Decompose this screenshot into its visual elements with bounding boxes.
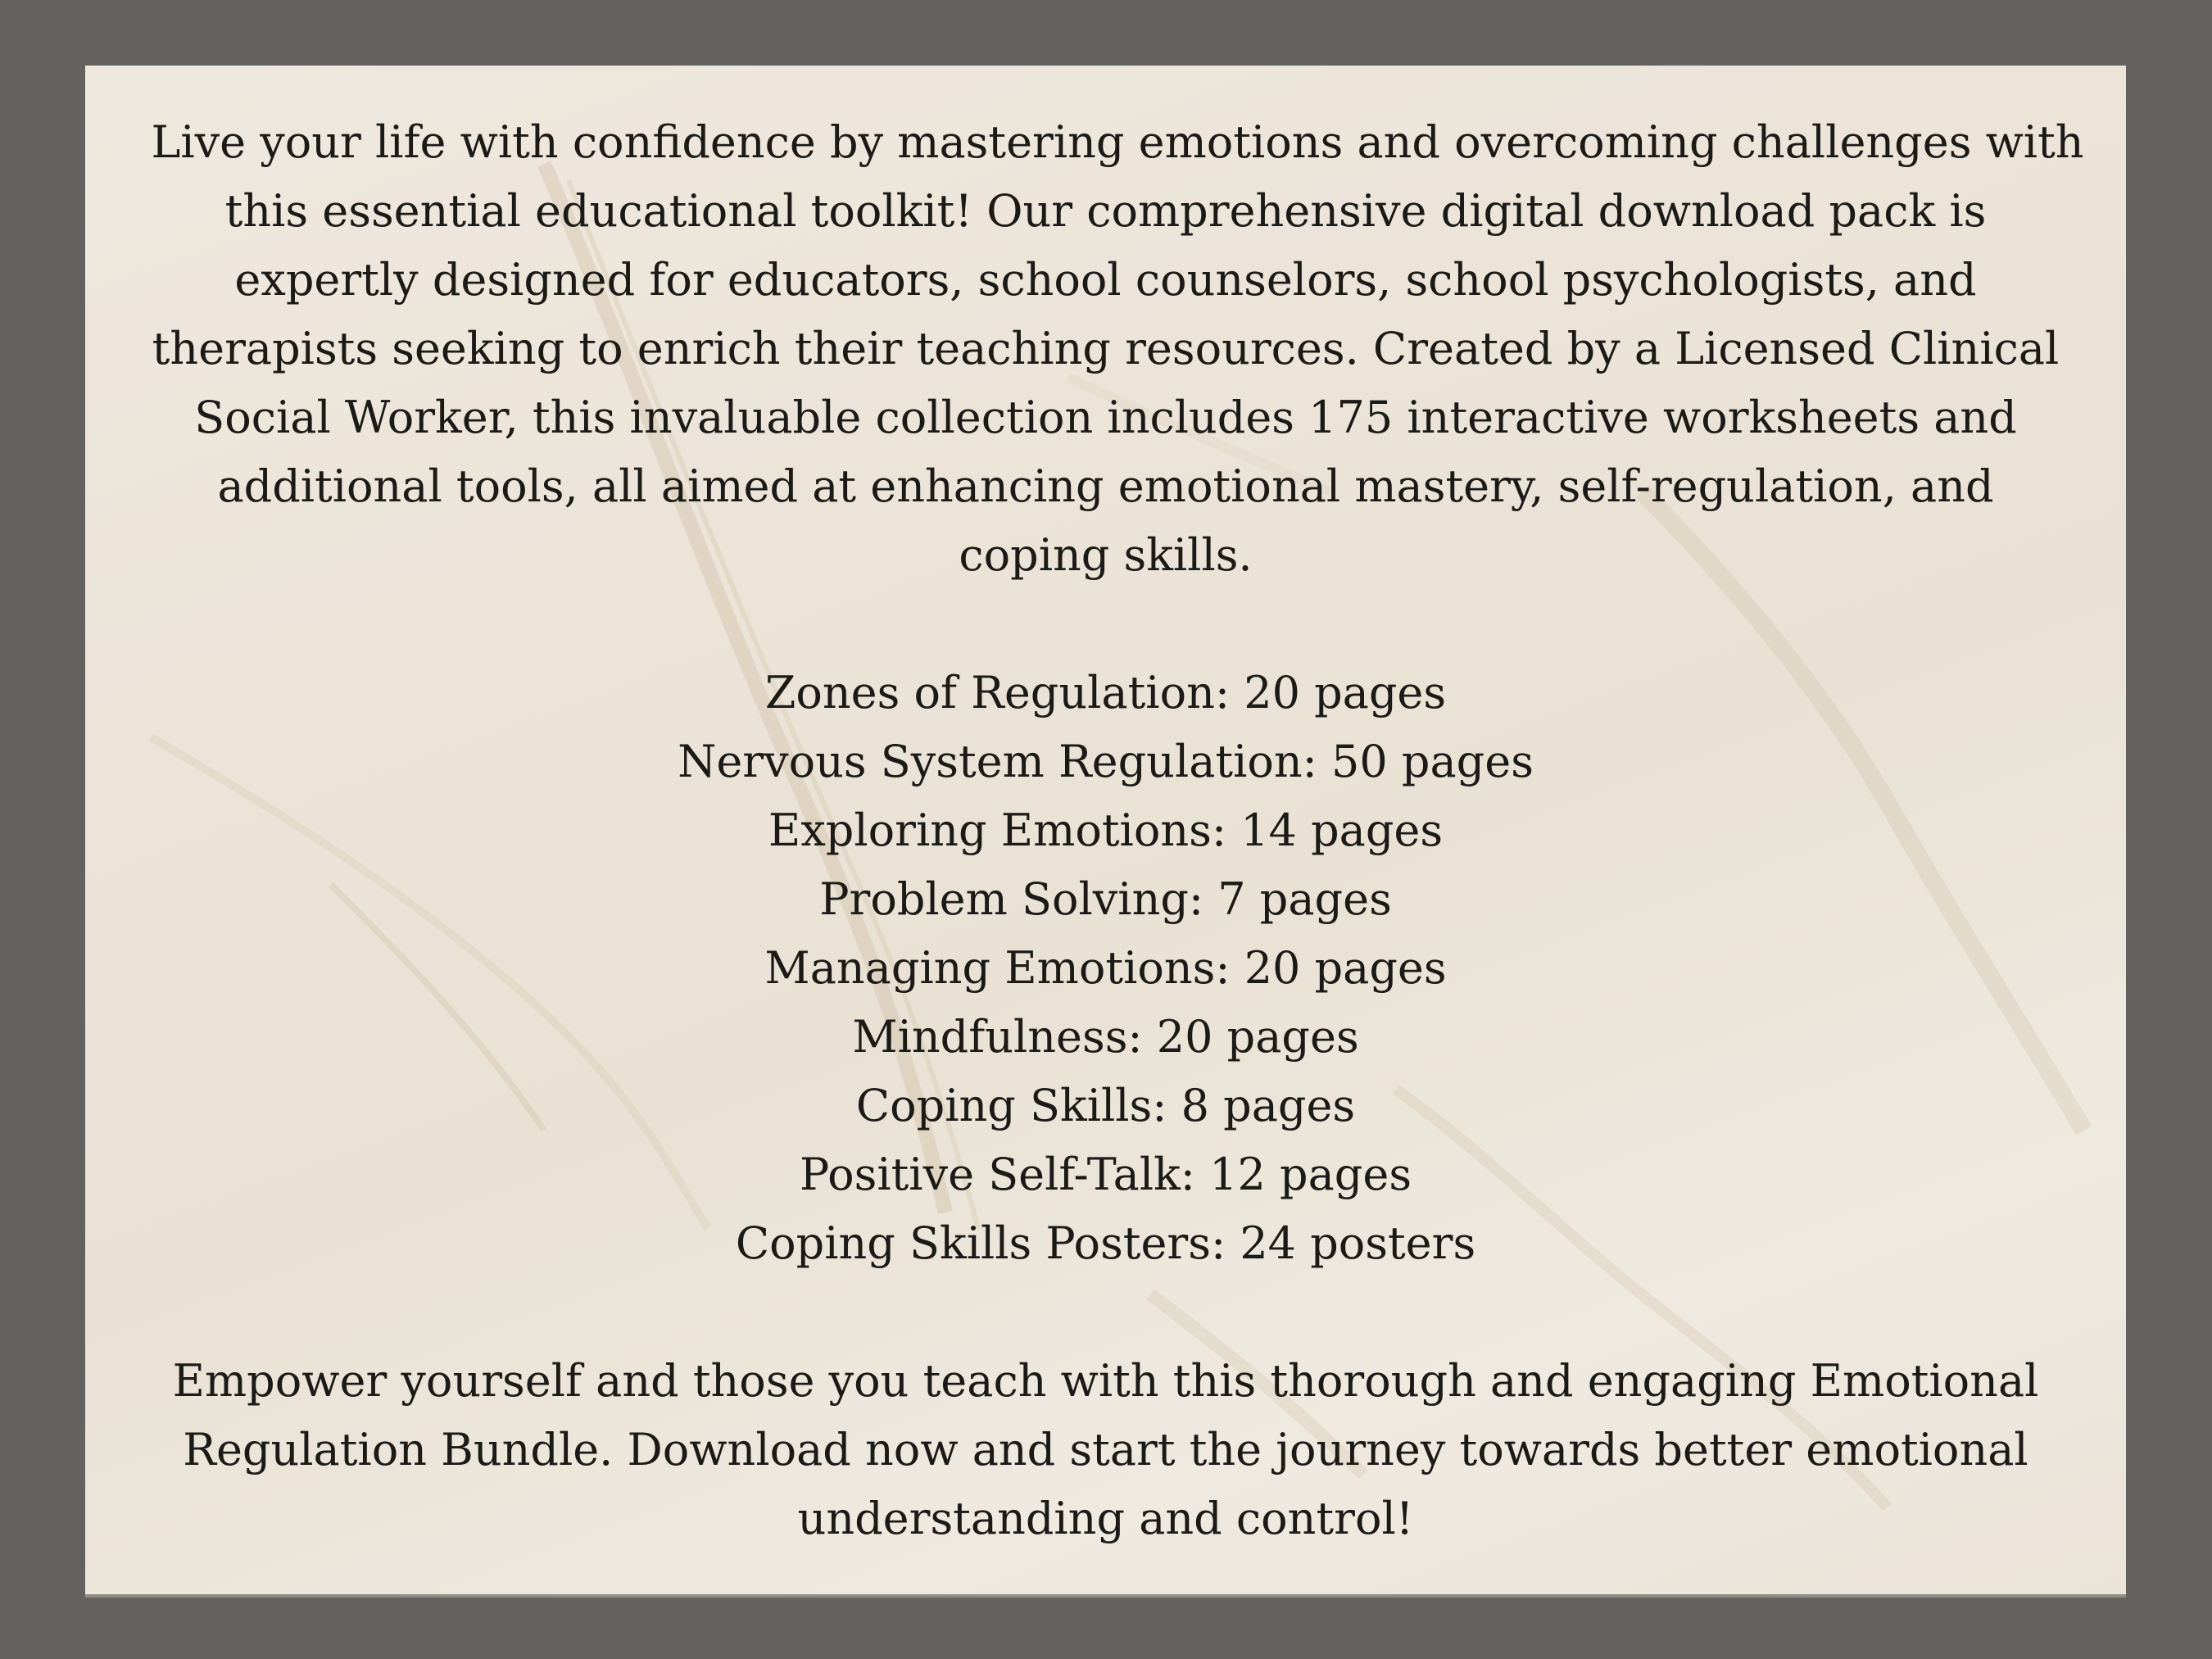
list-item: Nervous System Regulation: 50 pages [678, 736, 1534, 787]
closing-paragraph [152, 1347, 2060, 1553]
list-item: Zones of Regulation: 20 pages [764, 667, 1447, 718]
description-text [85, 108, 2126, 1553]
intro-line: Social Worker, this invaluable collection includes 175 interactive worksheets and [194, 392, 2017, 443]
intro-paragraph [151, 108, 2084, 590]
list-item: Coping Skills: 8 pages [855, 1080, 1356, 1131]
list-item: Mindfulness: 20 pages [852, 1011, 1359, 1063]
closing-line: Regulation Bundle. Download now and start the journey towards better emotional [183, 1424, 2028, 1475]
list-item: Exploring Emotions: 14 pages [768, 805, 1444, 856]
closing-line: Empower yourself and those you teach with this thorough and engaging Emotional [172, 1355, 2039, 1407]
intro-line: therapists seeking to enrich their teaching resources. Created by a Licensed Clinical [152, 323, 2060, 374]
list-item: Problem Solving: 7 pages [819, 873, 1392, 925]
description-panel [85, 66, 2126, 1594]
intro-line: expertly designed for educators, school counselors, school psychologists, and [234, 254, 1977, 306]
intro-line: additional tools, all aimed at enhancing emotional mastery, self-regulation, and [217, 460, 1994, 512]
closing-line: understanding and control! [797, 1493, 1414, 1544]
contents-list [85, 659, 2126, 1278]
list-item: Positive Self-Talk: 12 pages [799, 1149, 1412, 1200]
spacer [85, 1278, 2126, 1347]
spacer [85, 590, 2126, 659]
intro-line: Live your life with confidence by mastering emotions and overcoming challenges with [151, 116, 2084, 168]
list-item: Managing Emotions: 20 pages [764, 942, 1447, 994]
intro-line: coping skills. [959, 529, 1253, 581]
intro-line: this essential educational toolkit! Our comprehensive digital download pack is [224, 185, 1987, 237]
list-item: Coping Skills Posters: 24 posters [735, 1217, 1476, 1269]
